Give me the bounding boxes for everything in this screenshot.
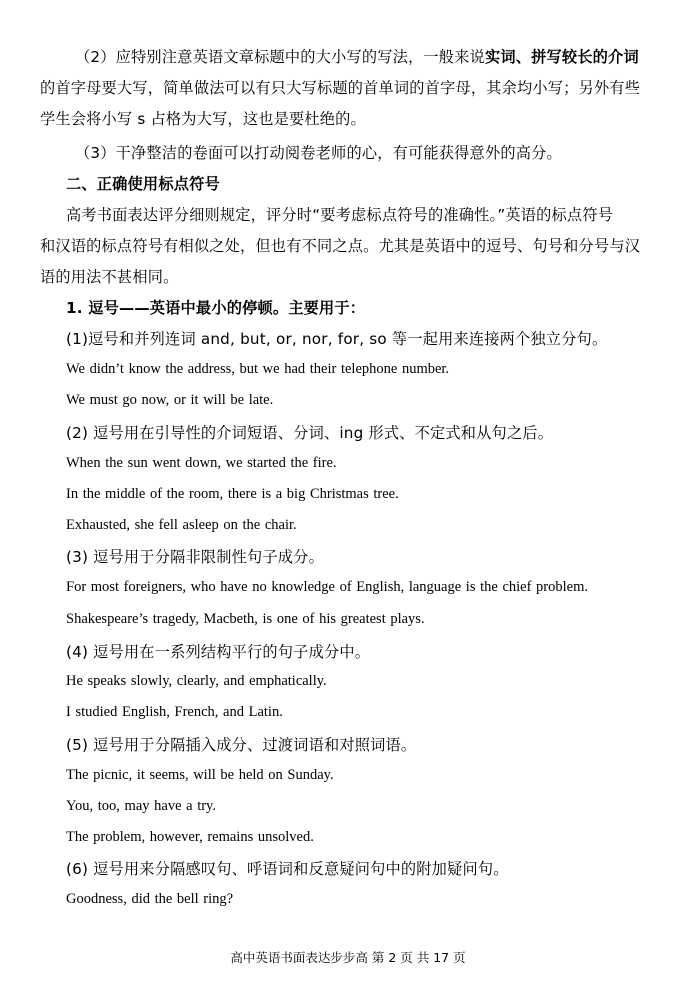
paragraph-line: 和汉语的标点符号有相似之处，但也有不同之点。尤其是英语中的逗号、句号和分号与汉	[40, 237, 641, 255]
example-sentence: Exhausted, she fell asleep on the chair.	[66, 517, 297, 533]
example-sentence: We didn’t know the address, but we had their telephone number.	[66, 361, 450, 377]
example-sentence: You, too, may have a try.	[66, 798, 216, 814]
paragraph-line: 高考书面表达评分细则规定，评分时“要考虑标点符号的准确性。”英语的标点符号	[66, 206, 614, 224]
bold-text: 实词、拼写较长的介词	[484, 48, 639, 66]
example-sentence: Shakespeare’s tragedy, Macbeth, is one of his greatest plays.	[66, 611, 425, 627]
example-sentence: We must go now, or it will be late.	[66, 392, 274, 408]
text-run: （2）应特别注意英语文章标题中的大小写的写法，一般来说	[75, 48, 485, 66]
rule-title: (6) 逗号用来分隔感叹句、呼语词和反意疑问句中的附加疑问句。	[66, 860, 509, 878]
example-sentence: In the middle of the room, there is a big Christmas tree.	[66, 486, 399, 502]
rule-title: (5) 逗号用于分隔插入成分、过渡词语和对照词语。	[66, 736, 417, 754]
example-sentence: The problem, however, remains unsolved.	[66, 829, 314, 845]
example-sentence: For most foreigners, who have no knowledge of English, language is the chief problem.	[66, 579, 588, 595]
example-sentence: When the sun went down, we started the fire.	[66, 455, 337, 471]
rule-title: (1)逗号和并列连词 and, but, or, nor, for, so 等一起用来连接两个独立分句。	[66, 330, 608, 348]
subsection-heading: 1. 逗号——英语中最小的停顿。主要用于：	[66, 299, 366, 317]
example-sentence: Goodness, did the bell ring?	[66, 891, 234, 907]
page-footer: 高中英语书面表达步步高 第 2 页 共 17 页	[230, 950, 466, 965]
paragraph-line: 学生会将小写 s 占格为大写，这也是要杜绝的。	[40, 110, 366, 128]
paragraph-line	[75, 46, 639, 67]
rule-title: (4) 逗号用在一系列结构平行的句子成分中。	[66, 643, 371, 661]
example-sentence: He speaks slowly, clearly, and emphatically.	[66, 673, 327, 689]
rule-title: (2) 逗号用在引导性的介词短语、分词、ing 形式、不定式和从句之后。	[66, 424, 554, 442]
section-heading: 二、正确使用标点符号	[66, 175, 220, 193]
example-sentence: The picnic, it seems, will be held on Sunday.	[66, 767, 334, 783]
rule-title: (3) 逗号用于分隔非限制性句子成分。	[66, 548, 324, 566]
paragraph-line: 语的用法不甚相同。	[40, 268, 179, 286]
paragraph-line: 的首字母要大写，简单做法可以有只大写标题的首单词的首字母，其余均小写；另外有些	[40, 79, 641, 97]
paragraph-line: （3）干净整洁的卷面可以打动阅卷老师的心，有可能获得意外的高分。	[75, 144, 562, 162]
example-sentence: I studied English, French, and Latin.	[66, 704, 283, 720]
